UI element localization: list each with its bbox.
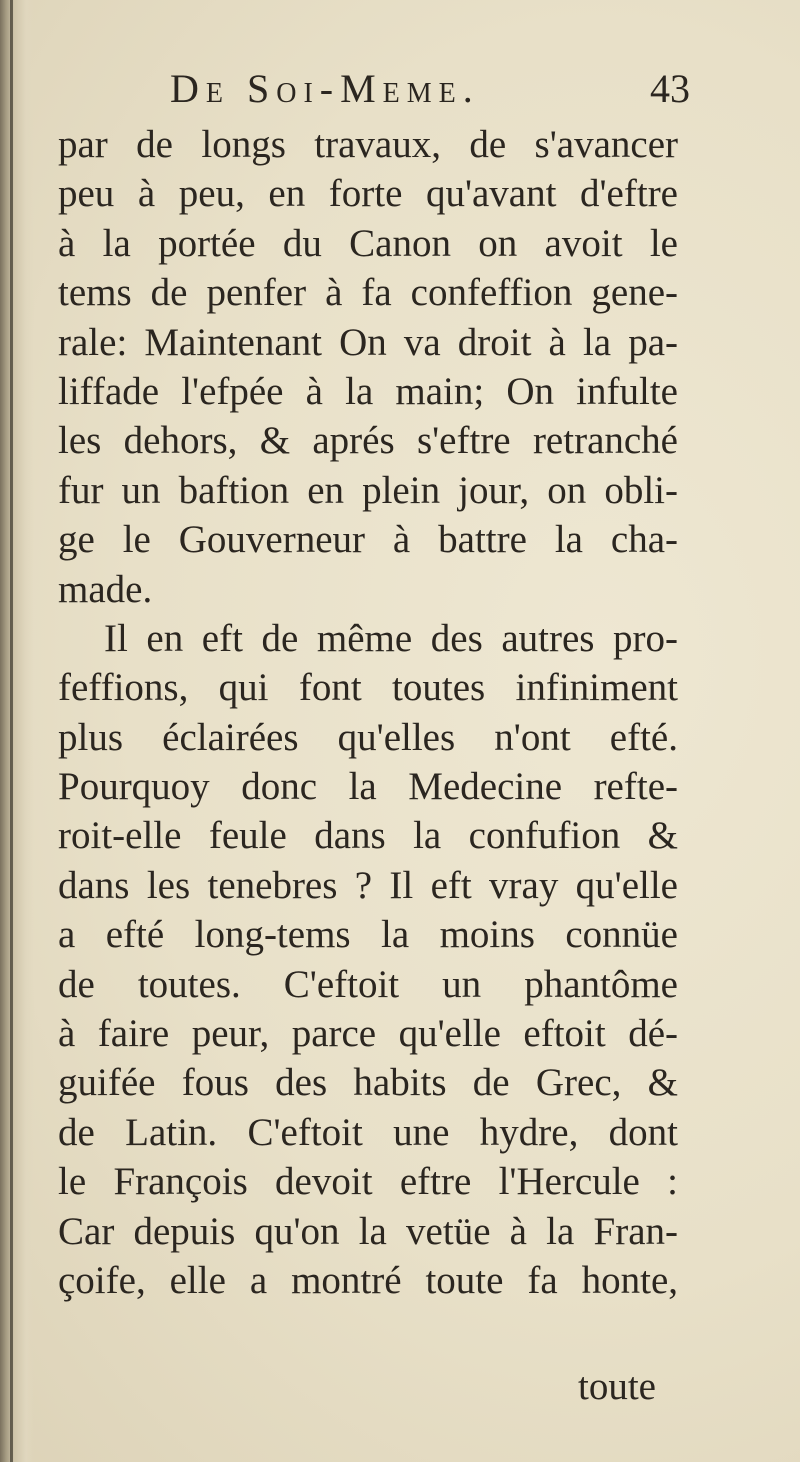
body-text (58, 120, 678, 1305)
text-line: à faire peur, parce qu'elle eftoit dé- (58, 1012, 678, 1056)
page-number: 43 (650, 66, 690, 111)
text-line: à la portée du Canon on avoit le (58, 221, 678, 265)
text-line: de Latin. C'eftoit une hydre, dont (58, 1110, 678, 1154)
page-gutter-shadow (0, 0, 34, 1462)
catchword: toute (578, 1365, 656, 1408)
text-line: par de longs travaux, de s'avancer (58, 123, 678, 166)
binding-edge (10, 0, 13, 1462)
text-line: les dehors, & aprés s'eftre retranché (58, 419, 678, 463)
text-line: Pourquoy donc la Medecine refte- (58, 765, 678, 809)
page-header (170, 64, 690, 114)
text-line: tems de penfer à fa confeffion gene- (58, 271, 678, 315)
text-line: feffions, qui font toutes infiniment (58, 666, 678, 710)
text-line: Car depuis qu'on la vetüe à la Fran- (58, 1209, 678, 1253)
text-line: roit-elle feule dans la confufion & (58, 814, 678, 858)
text-line: dans les tenebres ? Il eft vray qu'elle (58, 863, 678, 907)
text-line: çoife, elle a montré toute fa honte, (58, 1258, 678, 1302)
text-line: liffade l'efpée à la main; On infulte (58, 369, 678, 413)
text-line: Il en eft de même des autres pro- (104, 616, 678, 660)
text-line: de toutes. C'eftoit un phantôme (58, 962, 678, 1006)
running-title: De Soi-Meme. (170, 66, 480, 111)
text-line: peu à peu, en forte qu'avant d'eftre (58, 172, 678, 216)
text-line: ge le Gouverneur à battre la cha- (58, 518, 678, 562)
text-line: le François devoit eftre l'Hercule : (58, 1160, 678, 1204)
text-line: made. (58, 567, 153, 611)
text-line: plus éclairées qu'elles n'ont efté. (58, 715, 678, 759)
text-line: a efté long-tems la moins connüe (58, 913, 678, 957)
text-line: rale: Maintenant On va droit à la pa- (58, 320, 678, 364)
text-line: fur un baftion en plein jour, on obli- (58, 468, 678, 512)
text-line: guifée fous des habits de Grec, & (58, 1061, 678, 1105)
